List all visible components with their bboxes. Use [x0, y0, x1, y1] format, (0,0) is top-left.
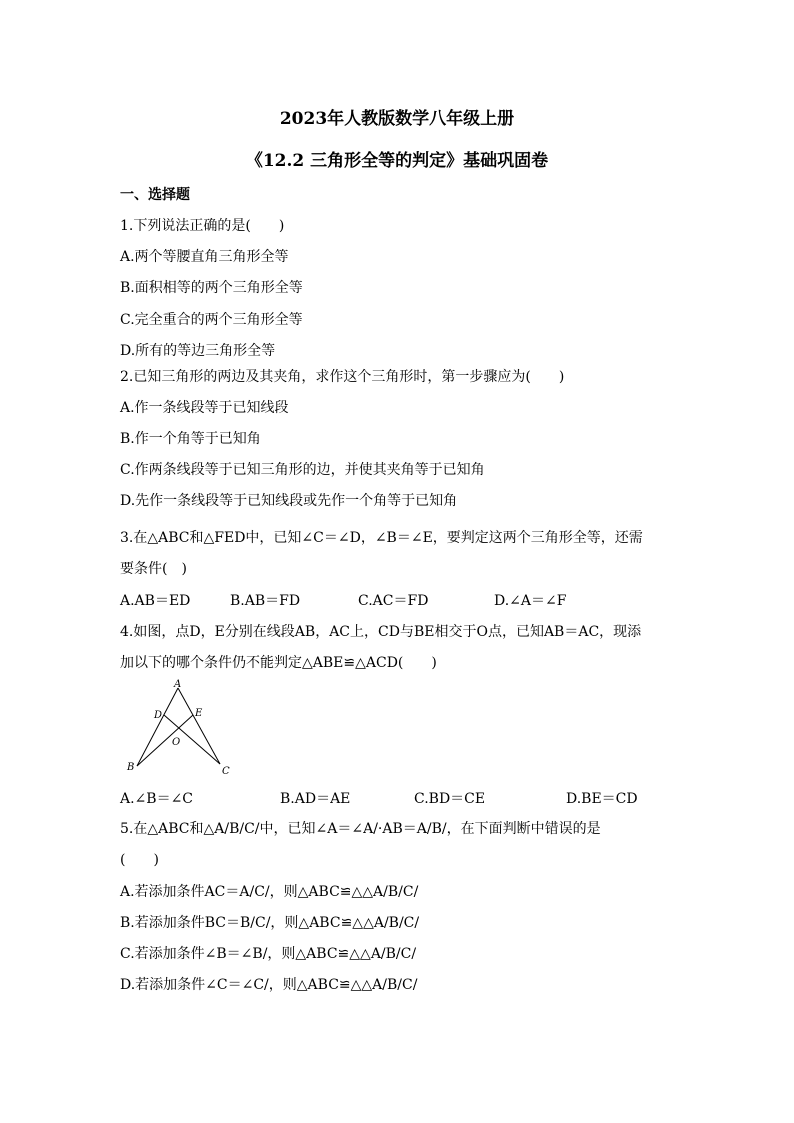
- question-3-stem-line-1: 3.在△ABC和△FED中，已知∠C＝∠D，∠B＝∠E，要判定这两个三角形全等，还需: [120, 530, 643, 546]
- question-1-option-b: B.面积相等的两个三角形全等: [120, 280, 303, 296]
- section-heading: 一、选择题: [120, 187, 190, 203]
- segment-ab: [137, 688, 181, 766]
- question-5-option-a: A.若添加条件AC＝A/C/，则△ABC≌△△A/B/C/: [120, 884, 419, 900]
- segment-be: [137, 715, 193, 766]
- label-d: D: [154, 710, 163, 721]
- segment-ac: [178, 688, 220, 764]
- question-5-stem-line-2: ( ): [120, 852, 159, 868]
- question-4-stem-line-2: 加以下的哪个条件仍不能判定△ABE≌△ACD( ): [120, 655, 437, 671]
- label-a: A: [174, 679, 182, 690]
- question-3-option-a: A.AB＝ED: [120, 593, 191, 609]
- label-e: E: [195, 708, 203, 719]
- document-title: 2023年人教版数学八年级上册: [279, 109, 515, 129]
- question-2-option-d: D.先作一条线段等于已知线段或先作一个角等于已知角: [120, 493, 458, 509]
- question-3-stem-line-2: 要条件( ): [120, 561, 187, 577]
- question-3-option-c: C.AC＝FD: [358, 593, 429, 609]
- question-1-stem: 1.下列说法正确的是( ): [120, 218, 285, 234]
- question-3-option-b: B.AB＝FD: [230, 593, 301, 609]
- question-1-option-c: C.完全重合的两个三角形全等: [120, 312, 303, 328]
- question-5-stem-line-1: 5.在△ABC和△A/B/C/中，已知∠A＝∠A/·AB＝A/B/，在下面判断中错误的是: [120, 821, 601, 837]
- question-4-stem-line-1: 4.如图，点D，E分别在线段AB，AC上，CD与BE相交于O点，已知AB＝AC，现添: [120, 624, 642, 640]
- triangle-figure: [120, 678, 250, 783]
- question-2-option-c: C.作两条线段等于已知三角形的边，并使其夹角等于已知角: [120, 462, 485, 478]
- document-subtitle: 《12.2 三角形全等的判定》基础巩固卷: [245, 151, 549, 171]
- question-2-stem: 2.已知三角形的两边及其夹角，求作这个三角形时，第一步骤应为( ): [120, 369, 565, 385]
- question-3-option-d: D.∠A＝∠F: [494, 593, 567, 609]
- label-o: O: [172, 737, 181, 748]
- question-2-option-a: A.作一条线段等于已知线段: [120, 400, 289, 416]
- question-1-option-a: A.两个等腰直角三角形全等: [120, 249, 289, 265]
- question-4-option-c: C.BD＝CE: [414, 791, 486, 807]
- question-2-option-b: B.作一个角等于已知角: [120, 431, 261, 447]
- label-c: C: [222, 766, 230, 777]
- question-1-option-d: D.所有的等边三角形全等: [120, 343, 276, 359]
- question-4-option-d: D.BE＝CD: [566, 791, 638, 807]
- question-5-option-c: C.若添加条件∠B＝∠B/，则△ABC≌△△A/B/C/: [120, 946, 417, 962]
- question-5-option-b: B.若添加条件BC＝B/C/，则△ABC≌△△A/B/C/: [120, 915, 420, 931]
- label-b: B: [127, 762, 135, 773]
- question-4-option-b: B.AD＝AE: [280, 791, 351, 807]
- question-4-option-a: A.∠B＝∠C: [120, 791, 194, 807]
- question-5-option-d: D.若添加条件∠C＝∠C/，则△ABC≌△△A/B/C/: [120, 977, 418, 993]
